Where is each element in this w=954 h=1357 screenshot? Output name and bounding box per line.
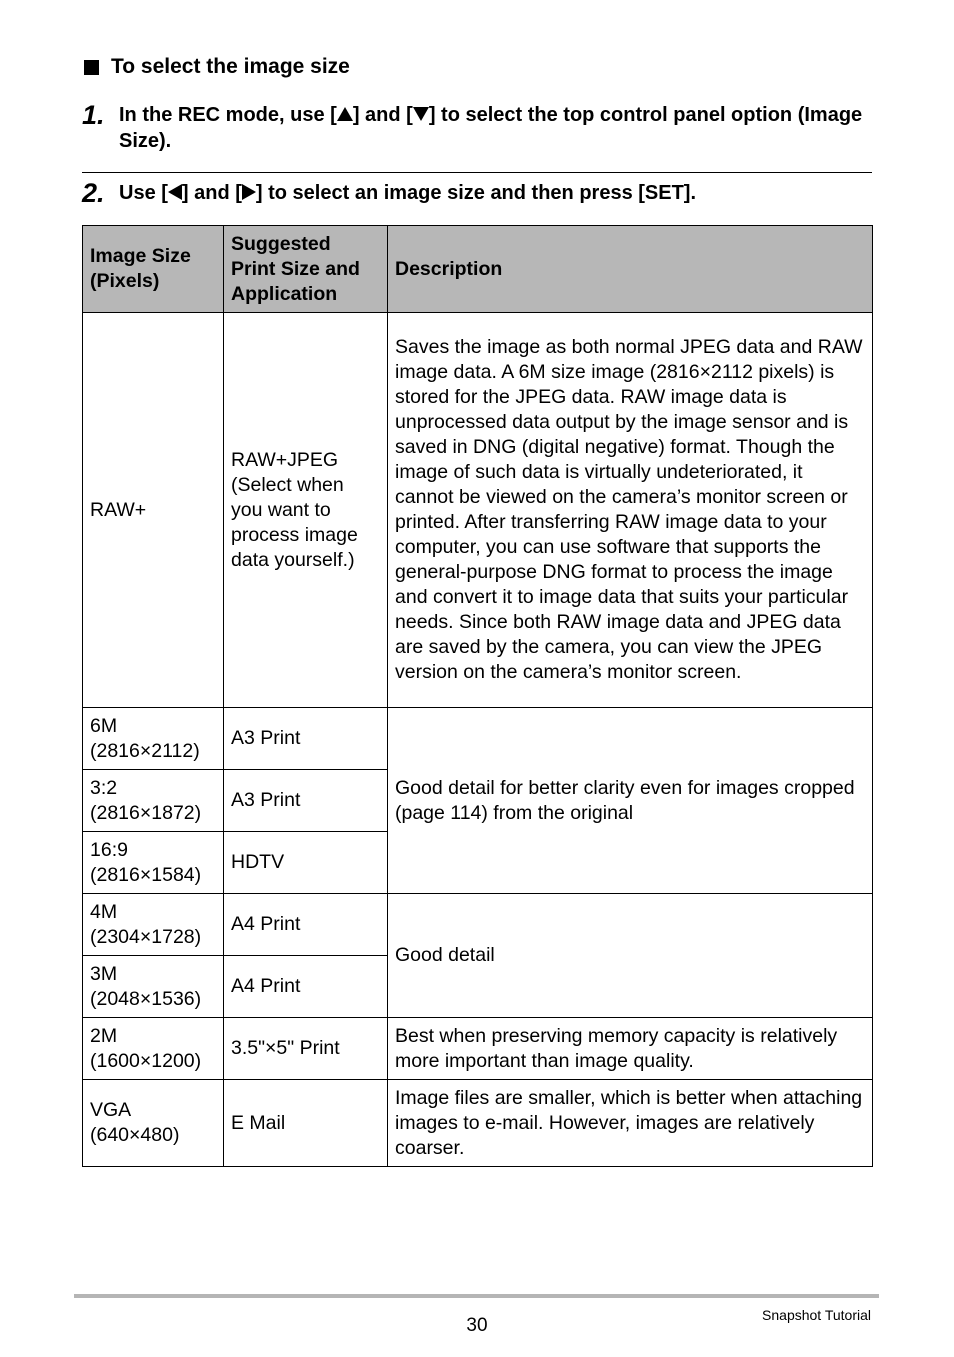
image-size-table — [82, 225, 873, 1167]
step-1 — [82, 102, 872, 154]
section-title-text: To select the image size — [111, 55, 350, 78]
step-divider — [82, 172, 872, 173]
header-image-size: Image Size (Pixels) — [83, 226, 224, 313]
down-arrow-icon — [413, 107, 429, 121]
cell-image-size: 16:9 (2816×1584) — [83, 832, 224, 894]
step-1-number: 1. — [82, 100, 105, 130]
square-bullet-icon — [84, 60, 99, 75]
cell-image-size: 3M (2048×1536) — [83, 956, 224, 1018]
header-suggested-print: Suggested Print Size and Application — [224, 226, 388, 313]
cell-description: Best when preserving memory capacity is relatively more important than image quality. — [388, 1018, 873, 1080]
table-row — [83, 1018, 873, 1080]
cell-description: Good detail — [388, 894, 873, 1018]
footer-section-label: Snapshot Tutorial — [762, 1307, 871, 1323]
cell-image-size: 6M (2816×2112) — [83, 708, 224, 770]
step-2-text-part2: ] and [ — [181, 182, 242, 204]
cell-image-size: VGA (640×480) — [83, 1080, 224, 1167]
section-title — [84, 54, 350, 80]
step-1-text — [119, 102, 872, 154]
cell-image-size: 4M (2304×1728) — [83, 894, 224, 956]
table-header-row — [83, 226, 873, 313]
step-2-text-part3: ] to select an image size and then press [SET]. — [255, 182, 697, 204]
table-row — [83, 1080, 873, 1167]
cell-image-size: 2M (1600×1200) — [83, 1018, 224, 1080]
cell-suggested-print: 3.5"×5" Print — [224, 1018, 388, 1080]
page-number: 30 — [466, 1315, 488, 1336]
cell-description: Saves the image as both normal JPEG data and RAW image data. A 6M size image (2816×2112 pixels) is stored for the JPEG data. RAW image data is unprocessed data output by the image sensor and is saved in DNG (digital negative) format. Though the image of such data is virtually undeteriorated, it cannot be viewed on the camera’s monitor screen or printed. After transferring RAW image data to your computer, you can use software that supports the general-purpose DNG format to process the image and convert it to image data that suits your particular needs. Since both RAW image data and JPEG data are saved by the camera, you can view the JPEG version on the camera’s monitor screen. — [388, 313, 873, 708]
cell-suggested-print: A4 Print — [224, 894, 388, 956]
cell-suggested-print: RAW+JPEG (Select when you want to process image data yourself.) — [224, 313, 388, 708]
cell-suggested-print: E Mail — [224, 1080, 388, 1167]
cell-suggested-print: A3 Print — [224, 770, 388, 832]
up-arrow-icon — [337, 107, 353, 121]
step-1-text-part1: In the REC mode, use [ — [119, 104, 337, 126]
table-row — [83, 313, 873, 708]
right-arrow-icon — [242, 184, 256, 200]
step-2-number: 2. — [82, 178, 105, 208]
cell-image-size: 3:2 (2816×1872) — [83, 770, 224, 832]
step-2-text — [119, 180, 696, 206]
cell-description: Image files are smaller, which is better when attaching images to e-mail. However, images are relatively coarser. — [388, 1080, 873, 1167]
cell-image-size: RAW+ — [83, 313, 224, 708]
cell-description: Good detail for better clarity even for images cropped (page 114) from the original — [388, 708, 873, 894]
table-row — [83, 708, 873, 770]
header-description: Description — [388, 226, 873, 313]
step-1-text-part2: ] and [ — [352, 104, 413, 126]
footer-divider — [74, 1294, 879, 1298]
cell-suggested-print: A3 Print — [224, 708, 388, 770]
cell-suggested-print: HDTV — [224, 832, 388, 894]
table-row — [83, 894, 873, 956]
cell-suggested-print: A4 Print — [224, 956, 388, 1018]
step-2-text-part1: Use [ — [119, 182, 168, 204]
step-2 — [82, 180, 872, 206]
step-1-text-part3: ] to select the top control panel option (Image Size). — [119, 104, 863, 152]
left-arrow-icon — [168, 184, 182, 200]
